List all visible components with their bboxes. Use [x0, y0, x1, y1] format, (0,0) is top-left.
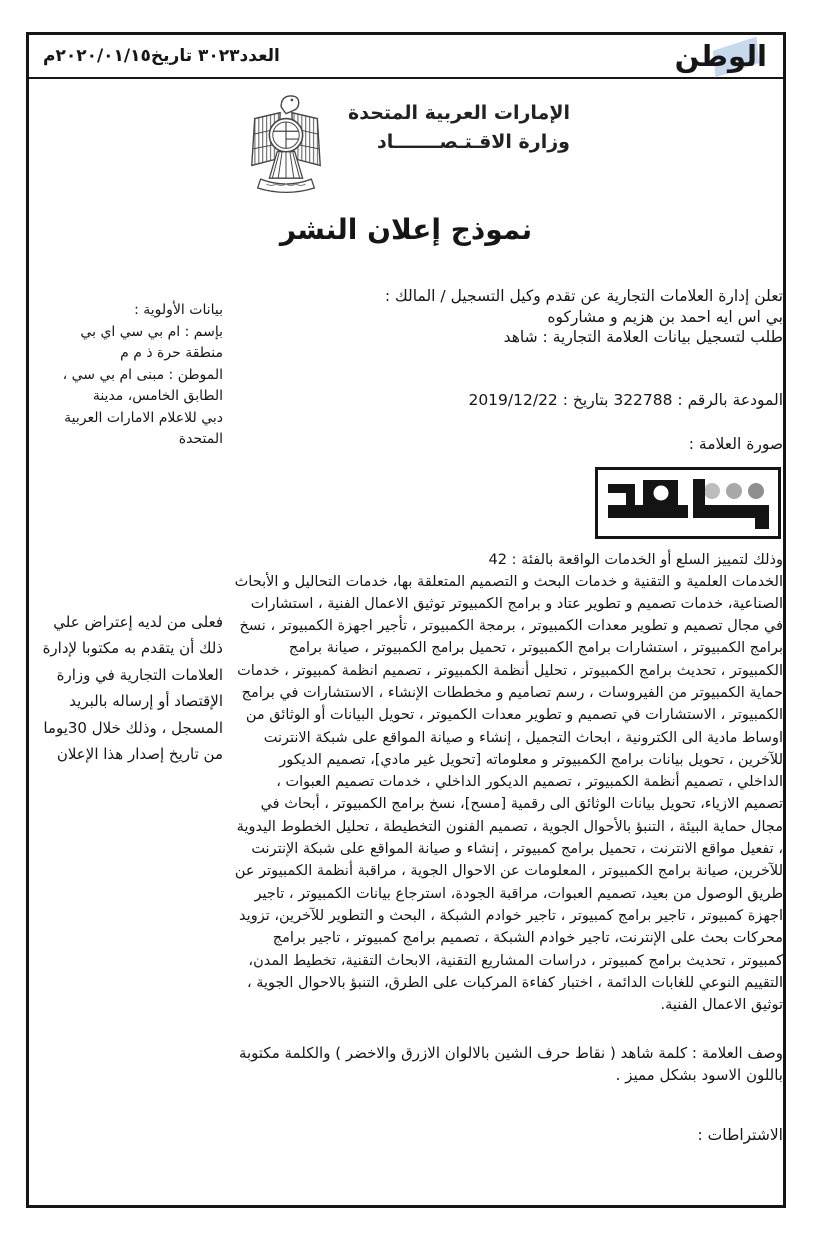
priority-address-line-2: دبي للاعلام الامارات العربية المتحدة [64, 409, 223, 447]
priority-title: بيانات الأولوية : [134, 302, 223, 318]
ministry-header [29, 89, 783, 197]
content-columns [29, 286, 783, 1144]
objection-notice: فعلى من لديه إعتراض علي ذلك أن يتقدم به مكتوبا لإدارة العلامات التجارية في وزارة الإقتصاد أو إرساله بالبريد المسجل ، وذلك خلال 30يوما من تاريخ إصدار هذا الإعلان [42, 612, 223, 763]
uae-falcon-emblem-icon [242, 89, 330, 195]
intro-line: تعلن إدارة العلامات التجارية عن تقدم وكيل التسجيل / المالك : [384, 287, 783, 305]
applicant-name: بي اس ايه احمد بن هزيم و مشاركوه [547, 307, 783, 326]
priority-data-block [39, 300, 223, 451]
newspaper-name: الوطن [674, 38, 767, 73]
issue-number-date: العدد٣٠٢٣ تاريخ٢٠٢٠/٠١/١٥م [43, 46, 280, 66]
masthead [29, 35, 783, 79]
class-line: وذلك لتمييز السلع أو الخدمات الواقعة بالفئة : 42 [488, 551, 783, 568]
priority-address-line-1: الموطن : مبنى ام بي سي ، الطابق الخامس، مدينة [62, 366, 223, 404]
shahid-trademark-image [595, 467, 781, 539]
ministry-name: وزارة الاقـتـصـــــــاد [377, 131, 570, 153]
mark-image-label: صورة العلامة : [688, 435, 783, 453]
deposit-line: المودعة بالرقم : 322788 بتاريخ : 2019/12/22 [468, 390, 783, 409]
page-title: نموذج إعلان النشر [279, 213, 533, 246]
announcement-body [231, 286, 783, 1144]
conditions-label: الاشتراطات : [697, 1126, 783, 1145]
services-paragraph: الخدمات العلمية و التقنية و خدمات البحث و التصميم المتعلقة بها، خدمات التحاليل و الأبحاث الصناعية، خدمات تصميم و تطوير عتاد و برامج الكمبيوتر توثيق الاعمال الفنية ، استشارات في مجال تصميم و تطوير معدات الكمبيوتر ، برمجة الكمبيوتر ، تأجير اجهزة الكمبيوتر ، نسخ برامج الكمبيوتر ، استشارات برامج الكمبيوتر ، تحميل برامج الكمبيوتر ، صيانة برامج الكمبيوتر ، تحديث برامج الكمبيوتر ، تحليل أنظمة الكمبيوتر ، تصميم انظمة كمبيوتر ، خدمات حماية الكمبيوتر من الفيروسات ، رسم تصاميم و مخططات الإنشاء ، الاستشارات في برامج الكمبيوتر ، الاستشارات في تصميم و تطوير معدات الكميوتر ، تحويل البيانات أو الوثائق من اوساط مادية الى الكترونية ، ابحاث التجميل ، إنشاء و صيانة المواقع على شبكة الانترنت للآخرين ، تحويل بيانات برامج الكمبيوتر و معلوماته [تحويل غير مادي]، تصميم الديكور الداخلي ، تصميم أنظمة الكمبيوتر ، تصميم الديكور الداخلي ، خدمات تصميم العبوات ، تصميم الازياء، تحويل بيانات الوثائق الى رقمية [مسح]، نسخ برامج الكمبيوتر ، أبحاث في مجال حماية البيئة ، التنبؤ بالأحوال الجوية ، تصميم الفنون التخطيطة ، تحليل الخطوط اليدوية ، تفعيل مواقع الانترنت ، تحميل برامج كمبيوتر ، إنشاء و صيانة المواقع على شبكة الإنترنت للآخرين، صيانة برامج الكمبيوتر ، المعلومات عن الاحوال الجوية ، مراقبة أنظمة الكمبيوتر عن طريق الوصول من بعيد، تصميم العبوات، مراقبة الجودة، استرجاع بيانات الكمبيوتر ، تاجير اجهزة كمبيوتر ، تاجير برامج كمبيوتر ، تاجير خوادم الشبكة ، البحث و التطوير للآخرين، تزويد محركات بحث على الإنترنت، تاجير خوادم الشبكة ، تصميم برامج كمبيوتر ، تاجير برامج كمبيوتر ، تحديث برامج كمبيوتر ، دراسات المشاريع التقنية، الابحاث التقنية، تخطيط المدن، التقييم النوعي للغابات الدائمة ، اختبار كفاءة المركبات على الطرق، التنبؤ بالاحوال الجوية ، توثيق الاعمال الفنية. [234, 573, 783, 1014]
priority-name-line: بإسم : ام بي سي اي بي منطقة حرة ذ م م [80, 323, 223, 361]
newspaper-logo [667, 38, 775, 73]
request-line: طلب لتسجيل بيانات العلامة التجارية : شاهد [503, 328, 783, 346]
shahid-wordmark-icon [595, 467, 781, 539]
announcement-frame [26, 32, 786, 1208]
mark-description: وصف العلامة : كلمة شاهد ( نقاط حرف الشين بالالوان الازرق والاخضر ) والكلمة مكتوبة باللون الاسود بشكل مميز . [238, 1044, 783, 1085]
side-notes-column [29, 286, 231, 768]
ministry-text-block [348, 99, 570, 157]
country-name: الإمارات العربية المتحدة [348, 102, 570, 124]
